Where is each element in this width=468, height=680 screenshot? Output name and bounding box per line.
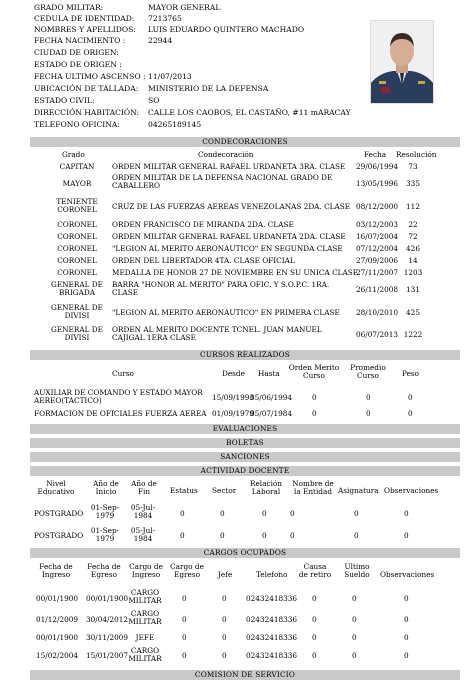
cell-fecha-egreso: 00/01/1900 — [86, 594, 129, 603]
cell-jefe: 0 — [222, 594, 227, 603]
cell-telefono: 02432418336 — [246, 651, 298, 660]
cell-promedio: 0 — [366, 409, 371, 418]
cell-sueldo: 0 — [352, 633, 357, 642]
cell-fecha: 13/05/1996 — [356, 179, 399, 188]
col-header-grado: Grado — [62, 150, 85, 159]
col-header-entidad: Nombre de la Entidad — [292, 479, 334, 497]
cell-hasta: 05/07/1984 — [250, 409, 293, 418]
cell-fecha: 29/06/1994 — [356, 162, 399, 171]
cell-orden: 0 — [312, 393, 317, 402]
col-header-resolucion: Resolución — [396, 150, 437, 159]
col-header-fecha-egreso: Fecha de Egreso — [87, 562, 121, 580]
cell-telefono: 02432418336 — [246, 594, 298, 603]
cell-desde: 01/09/1979 — [212, 409, 255, 418]
info-value: 04265189145 — [148, 120, 202, 129]
cell-desde: 15/09/1993 — [212, 393, 255, 402]
cell-resolucion: 72 — [408, 232, 418, 241]
cell-cargo-egreso: 0 — [182, 633, 187, 642]
cell-causa: 0 — [312, 615, 317, 624]
info-label: CEDULA DE IDENTIDAD: — [34, 14, 135, 23]
cell-estatus: 0 — [180, 509, 185, 518]
cell-grado: CORONEL — [57, 220, 97, 229]
cell-grado: CAPITAN — [59, 162, 95, 171]
cell-cargo-egreso: 0 — [182, 651, 187, 660]
cell-observaciones: 0 — [404, 633, 409, 642]
cell-sueldo: 0 — [352, 651, 357, 660]
cell-grado: MAYOR — [62, 179, 92, 188]
cell-grado: GENERAL DE BRIGADA — [51, 280, 103, 298]
info-label: TELEFONO OFICINA: — [34, 120, 120, 129]
cell-condecoracion: ORDEN MILITAR GENERAL RAFAEL URDANETA 2DA. CLASE — [112, 232, 346, 241]
section-bar-actividad-docente: ACTIVIDAD DOCENTE — [30, 466, 460, 476]
cell-grado: CORONEL — [57, 244, 97, 253]
cell-entidad: 0 — [290, 531, 295, 540]
cell-fecha-ingreso: 00/01/1900 — [36, 594, 79, 603]
cell-curso: AUXILIAR DE COMANDO Y ESTADO MAYOR AEREO(TACTICO) — [34, 388, 203, 406]
col-header-fecha: Fecha — [364, 150, 387, 159]
cell-fecha: 27/09/2006 — [356, 256, 399, 265]
cell-condecoracion: ORDEN MILITAR GENERAL RAFAEL URDANETA 3RA. CLASE — [112, 162, 346, 171]
section-bar-evaluaciones: EVALUACIONES — [30, 424, 460, 434]
col-header-observaciones: Observaciones — [380, 570, 435, 579]
col-header-fecha-ingreso: Fecha de Ingreso — [39, 562, 73, 580]
cell-fecha-egreso: 30/04/2012 — [86, 615, 129, 624]
cell-grado: GENERAL DE DIVISI — [51, 303, 103, 321]
info-value: MAYOR GENERAL — [148, 3, 221, 12]
info-label: CIUDAD DE ORIGEN: — [34, 48, 119, 57]
section-bar-comision: COMISION DE SERVICIO — [30, 670, 460, 680]
cell-grado: CORONEL — [57, 268, 97, 277]
cell-fecha-egreso: 30/11/2009 — [86, 633, 129, 642]
cell-telefono: 02432418336 — [246, 615, 298, 624]
cell-causa: 0 — [312, 633, 317, 642]
cell-sueldo: 0 — [352, 594, 357, 603]
col-header-estatus: Estatus — [170, 486, 198, 495]
cell-observaciones: 0 — [404, 651, 409, 660]
cell-grado: GENERAL DE DIVISI — [51, 325, 103, 343]
cell-condecoracion: BARRA "HONOR AL MERITO" PARA OFIC. Y S.O.P.C. 1RA. CLASE — [112, 280, 330, 298]
cell-condecoracion: MEDALLA DE HONOR 27 DE NOVIEMBRE EN SU UNICA CLASE — [112, 268, 359, 277]
info-label: FECHA ULTIMO ASCENSO : — [34, 72, 146, 81]
cell-jefe: 0 — [222, 615, 227, 624]
col-header-condecoracion: Condecoración — [198, 150, 254, 159]
col-header-relacion: Relación Laboral — [249, 479, 282, 497]
cell-peso: 0 — [408, 409, 413, 418]
info-value: SO — [148, 96, 160, 105]
cell-condecoracion: "LEGION AL MERITO AERONAUTICO" EN SEGUNDA CLASE — [112, 244, 343, 253]
cell-entidad: 0 — [290, 509, 295, 518]
cell-cargo-egreso: 0 — [182, 615, 187, 624]
cell-observaciones: 0 — [404, 594, 409, 603]
cell-orden: 0 — [312, 409, 317, 418]
cell-inicio: 01-Sep-1979 — [90, 503, 120, 521]
col-header-curso: Curso — [112, 369, 134, 378]
info-label: UBICACIÓN DE TALLADA: — [34, 84, 139, 93]
cell-condecoracion: "LEGION AL MERITO AERONAUTICO" EN PRIMERA CLASE — [112, 308, 340, 317]
info-value: 11/07/2013 — [148, 72, 192, 81]
cell-resolucion: 1203 — [403, 268, 423, 277]
section-bar-cargos: CARGOS OCUPADOS — [30, 548, 460, 558]
info-label: ESTADO CIVIL: — [34, 96, 95, 105]
cell-grado: TENIENTE CORONEL — [56, 197, 98, 215]
info-value: 7213765 — [148, 14, 182, 23]
cell-fin: 05-Jul-1984 — [130, 526, 156, 544]
cell-promedio: 0 — [366, 393, 371, 402]
col-header-orden-merito: Orden Merito Curso — [288, 363, 340, 381]
col-header-nivel: Nivel Educativo — [37, 479, 75, 497]
info-label: FECHA NACIMIENTO : — [34, 36, 126, 45]
col-header-telefono: Telefono — [256, 570, 288, 579]
section-bar-cursos: CURSOS REALIZADOS — [30, 350, 460, 360]
cell-resolucion: 14 — [408, 256, 418, 265]
col-header-hasta: Hasta — [258, 369, 280, 378]
cell-resolucion: 426 — [406, 244, 420, 253]
cell-observaciones: 0 — [404, 531, 409, 540]
cell-resolucion: 131 — [406, 285, 420, 294]
cell-hasta: 05/06/1994 — [250, 393, 293, 402]
cell-fecha: 07/12/2004 — [356, 244, 399, 253]
cell-cargo: JEFE — [135, 633, 155, 642]
cell-fecha: 26/11/2008 — [356, 285, 399, 294]
info-value: CALLE LOS CAOBOS, EL CASTAÑO, #11 mARACAY — [148, 108, 351, 117]
officer-portrait-image — [371, 21, 433, 103]
cell-fecha: 03/12/2003 — [356, 220, 399, 229]
col-header-promedio: Promedio Curso — [350, 363, 386, 381]
cell-fecha-ingreso: 15/02/2004 — [36, 651, 79, 660]
col-header-cargo-ingreso: Cargo de Ingreso — [129, 562, 163, 580]
col-header-peso: Peso — [402, 369, 420, 378]
col-header-ultimo-sueldo: Ultimo Sueldo — [344, 562, 370, 580]
cell-telefono: 02432418336 — [246, 633, 298, 642]
col-header-observaciones: Observaciones — [384, 486, 439, 495]
col-header-inicio: Año de Inicio — [93, 479, 119, 497]
cell-fecha-ingreso: 00/01/1900 — [36, 633, 79, 642]
info-label: ESTADO DE ORIGEN : — [34, 60, 122, 69]
cell-fecha: 06/07/2013 — [356, 330, 399, 339]
profile-photo — [370, 20, 434, 104]
cell-causa: 0 — [312, 651, 317, 660]
cell-nivel: POSTGRADO — [34, 531, 84, 540]
col-header-jefe: Jefe — [218, 570, 233, 579]
col-header-causa-retiro: Causa de retiro — [298, 562, 332, 580]
cell-asignatura: 0 — [354, 509, 359, 518]
cell-condecoracion: ORDEN AL MERITO DOCENTE TCNEL. JUAN MANUEL CAJIGAL 1ERA CLASE — [112, 325, 322, 343]
section-bar-boletas: BOLETAS — [30, 438, 460, 448]
cell-cargo: CARGO MILITAR — [128, 609, 162, 627]
info-value: 22944 — [148, 36, 173, 45]
cell-jefe: 0 — [222, 651, 227, 660]
info-label: NOMBRES Y APELLIDOS: — [34, 25, 136, 34]
cell-jefe: 0 — [222, 633, 227, 642]
cell-asignatura: 0 — [354, 531, 359, 540]
cell-fecha: 28/10/2010 — [356, 308, 399, 317]
cell-cargo: CARGO MILITAR — [128, 646, 162, 664]
cell-fecha-egreso: 15/01/2007 — [86, 651, 129, 660]
cell-cargo: CARGO MILITAR — [128, 588, 162, 606]
cell-fecha-ingreso: 01/12/2009 — [36, 615, 79, 624]
cell-grado: CORONEL — [57, 232, 97, 241]
cell-sueldo: 0 — [352, 615, 357, 624]
cell-resolucion: 425 — [406, 308, 420, 317]
cell-sector: 0 — [220, 509, 225, 518]
info-value: MINISTERIO DE LA DEFENSA — [148, 84, 269, 93]
cell-nivel: POSTGRADO — [34, 509, 84, 518]
cell-condecoracion: ORDEN FRANCISCO DE MIRANDA 2DA. CLASE — [112, 220, 294, 229]
cell-relacion: 0 — [262, 509, 267, 518]
cell-condecoracion: ORDEN DEL LIBERTADOR 4TA. CLASE OFICIAL — [112, 256, 295, 265]
col-header-asignatura: Asignatura — [338, 486, 379, 495]
info-label: DIRECCIÓN HABITACIÓN: — [34, 108, 140, 117]
cell-causa: 0 — [312, 594, 317, 603]
cell-relacion: 0 — [262, 531, 267, 540]
col-header-fin: Año de Fin — [131, 479, 157, 497]
cell-curso: FORMACION DE OFICIALES FUERZA AEREA — [34, 409, 207, 418]
cell-cargo-egreso: 0 — [182, 594, 187, 603]
info-value: LUIS EDUARDO QUINTERO MACHADO — [148, 25, 305, 34]
cell-condecoracion: ORDEN MILITAR DE LA DEFENSA NACIONAL GRADO DE CABALLERO — [112, 173, 333, 191]
col-header-sector: Sector — [212, 486, 237, 495]
cell-fecha: 16/07/2004 — [356, 232, 399, 241]
cell-peso: 0 — [408, 393, 413, 402]
cell-inicio: 01-Sep-1979 — [90, 526, 120, 544]
col-header-desde: Desde — [222, 369, 245, 378]
cell-sector: 0 — [220, 531, 225, 540]
section-bar-sanciones: SANCIONES — [30, 452, 460, 462]
cell-resolucion: 335 — [406, 179, 420, 188]
cell-observaciones: 0 — [404, 509, 409, 518]
cell-resolucion: 22 — [408, 220, 418, 229]
cell-fecha: 27/11/2007 — [356, 268, 399, 277]
cell-fin: 05-Jul-1984 — [130, 503, 156, 521]
cell-grado: CORONEL — [57, 256, 97, 265]
section-bar-condecoraciones: CONDECORACIONES — [30, 137, 460, 147]
cell-fecha: 08/12/2000 — [356, 202, 399, 211]
info-label: GRADO MILITAR: — [34, 3, 104, 12]
cell-resolucion: 112 — [406, 202, 420, 211]
cell-estatus: 0 — [180, 531, 185, 540]
col-header-cargo-egreso: Cargo de Egreso — [170, 562, 204, 580]
cell-observaciones: 0 — [404, 615, 409, 624]
cell-condecoracion: CRUZ DE LAS FUERZAS AEREAS VENEZOLANAS 2DA. CLASE — [112, 202, 351, 211]
cell-resolucion: 1222 — [403, 330, 423, 339]
cell-resolucion: 73 — [408, 162, 418, 171]
